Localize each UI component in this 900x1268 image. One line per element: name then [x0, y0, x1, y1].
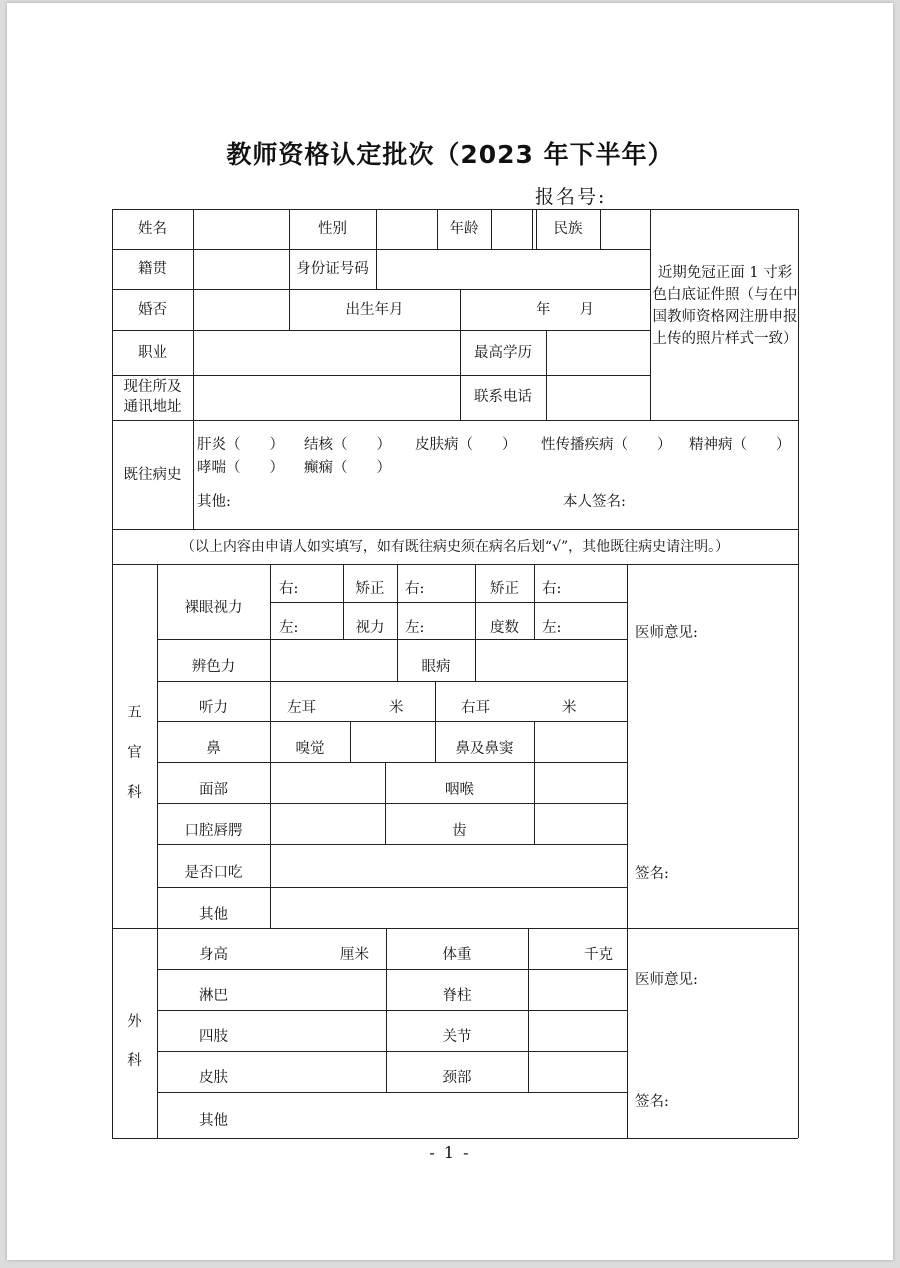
label-nose: 鼻: [206, 741, 221, 757]
history-epilepsy: 癫痫（ ）: [304, 460, 391, 476]
label-ent-other: 其他: [199, 907, 228, 923]
label-teeth: 齿: [452, 823, 467, 839]
unit-meter-right: 米: [562, 700, 577, 716]
label-face: 面部: [199, 782, 228, 798]
corrected-left: 左:: [405, 620, 425, 636]
surgery-signature: 签名:: [635, 1094, 669, 1110]
history-other: 其他:: [197, 494, 231, 510]
history-asthma: 哮喘（ ）: [197, 460, 284, 476]
degree-left: 左:: [542, 620, 562, 636]
label-id-number: 身份证号码: [296, 261, 369, 277]
label-marital: 婚否: [138, 302, 167, 318]
label-degree-2: 度数: [490, 620, 519, 636]
label-stutter: 是否口吃: [184, 865, 243, 881]
label-eye-disease: 眼病: [421, 659, 451, 675]
label-color-vision: 辨色力: [191, 659, 236, 675]
label-limbs: 四肢: [199, 1029, 228, 1045]
page-title: 教师资格认定批次（2023 年下半年）: [226, 140, 674, 169]
label-smell: 嗅觉: [295, 741, 325, 757]
page-number: - 1 -: [429, 1143, 471, 1162]
surgery-doctor-opinion: 医师意见:: [635, 972, 698, 988]
unit-meter-left: 米: [389, 700, 404, 716]
surgery-section-1: 外: [127, 1014, 142, 1030]
surgery-section-2: 科: [127, 1053, 142, 1069]
unit-kg: 千克: [584, 947, 613, 963]
label-sinus: 鼻及鼻窦: [455, 741, 514, 757]
photo-placeholder: 近期免冠正面 1 寸彩色白底证件照（与在中国教师资格网注册申报上传的照片样式一致）: [652, 265, 798, 347]
label-occupation: 职业: [138, 345, 167, 361]
label-name: 姓名: [138, 221, 167, 237]
ent-doctor-opinion: 医师意见:: [635, 625, 698, 641]
label-ethnicity: 民族: [553, 221, 583, 237]
label-neck: 颈部: [442, 1070, 472, 1086]
label-corrected-2: 视力: [355, 620, 385, 636]
label-gender: 性别: [318, 221, 347, 237]
label-throat: 咽喉: [445, 782, 474, 798]
registration-number-label: 报名号:: [535, 186, 607, 208]
history-skin: 皮肤病（ ）: [415, 437, 517, 453]
vision-left: 左:: [279, 620, 299, 636]
history-std: 性传播疾病（ ）: [541, 437, 672, 453]
label-surgery-other: 其他: [199, 1113, 228, 1129]
history-note: （以上内容由申请人如实填写，如有既往病史须在病名后划“√”，其他既往病史请注明。）: [180, 539, 730, 555]
label-phone: 联系电话: [474, 389, 532, 405]
label-degree-1: 矫正: [490, 581, 519, 597]
corrected-right: 右:: [405, 581, 425, 597]
unit-cm: 厘米: [340, 947, 369, 963]
label-skin: 皮肤: [199, 1070, 228, 1086]
label-left-ear: 左耳: [287, 700, 316, 716]
degree-right: 右:: [542, 581, 562, 597]
label-age: 年龄: [449, 221, 479, 237]
label-hearing: 听力: [199, 700, 228, 716]
ent-section-2: 官: [127, 745, 142, 761]
label-corrected-1: 矫正: [355, 581, 385, 597]
label-native-place: 籍贯: [138, 261, 167, 277]
vision-right: 右:: [279, 581, 299, 597]
ent-section-3: 科: [127, 785, 142, 801]
history-signature: 本人签名:: [563, 494, 626, 510]
history-tuberculosis: 结核（ ）: [304, 437, 391, 453]
ent-signature: 签名:: [635, 866, 669, 882]
label-height: 身高: [199, 947, 228, 963]
label-oral: 口腔唇腭: [184, 823, 243, 839]
label-right-ear: 右耳: [461, 700, 490, 716]
history-hepatitis: 肝炎（ ）: [197, 437, 284, 453]
label-address-2: 通讯地址: [123, 399, 182, 415]
ent-section-1: 五: [127, 705, 142, 721]
history-mental: 精神病（ ）: [689, 437, 791, 453]
label-spine: 脊柱: [442, 988, 472, 1004]
label-year-month: 年 月: [536, 302, 594, 318]
label-weight: 体重: [442, 947, 472, 963]
label-address-1: 现住所及: [123, 379, 182, 395]
label-lymph: 淋巴: [199, 988, 228, 1004]
label-naked-vision: 裸眼视力: [184, 600, 243, 616]
label-birth: 出生年月: [345, 302, 404, 318]
label-history: 既往病史: [123, 467, 182, 483]
label-education: 最高学历: [474, 345, 532, 361]
label-joints: 关节: [442, 1029, 472, 1045]
